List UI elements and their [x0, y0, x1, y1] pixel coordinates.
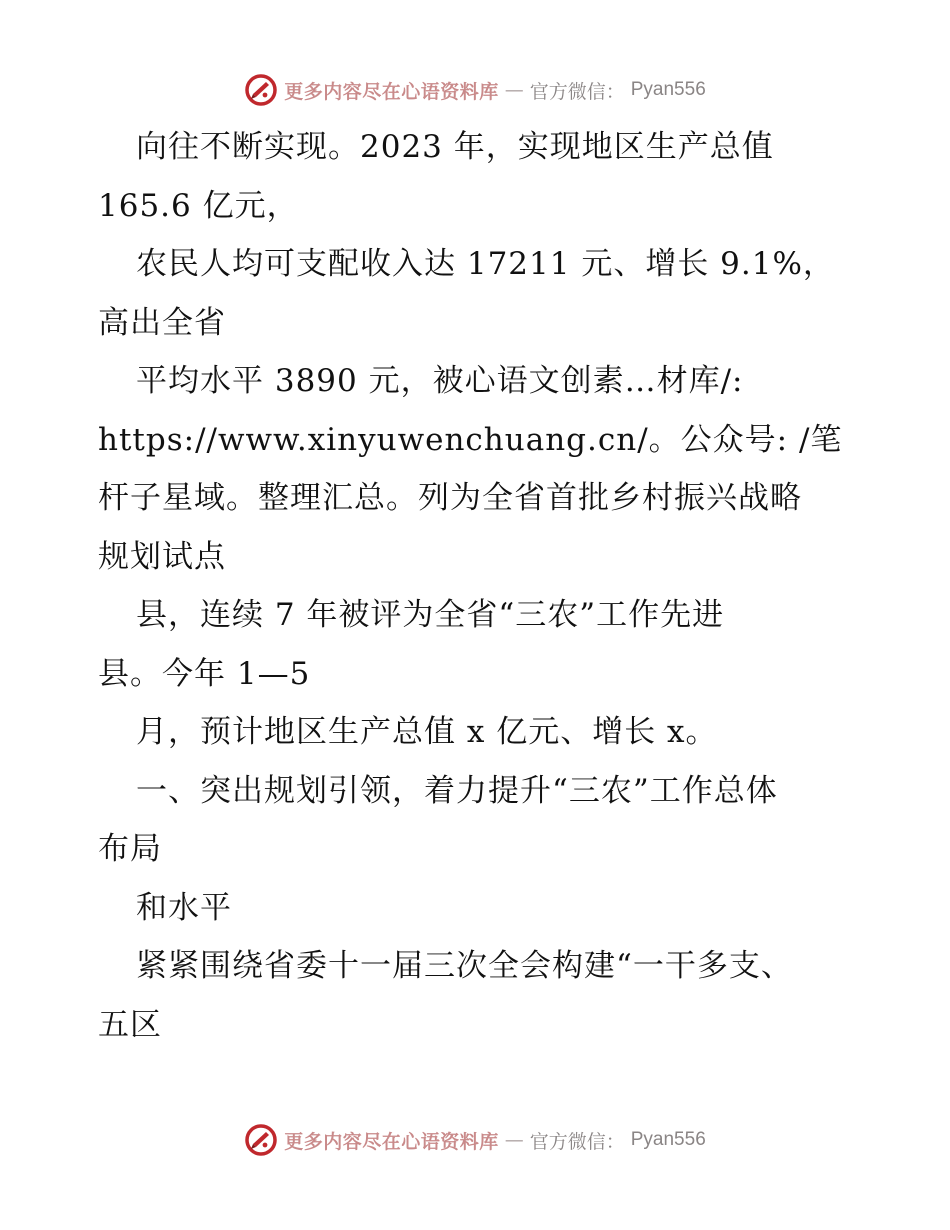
body-line: 高出全省	[98, 304, 226, 341]
body-line: https://www.xinyuwenchuang.cn/。公众号: /笔	[98, 421, 843, 458]
header-separator: —	[504, 79, 524, 101]
header-brand-text: 更多内容尽在心语资料库	[284, 80, 499, 103]
body-line: 向往不断实现。2023 年，实现地区生产总值	[136, 129, 774, 165]
footer-separator: —	[504, 1129, 524, 1151]
footer-brand-text: 更多内容尽在心语资料库	[284, 1130, 499, 1153]
body-line: 165.6 亿元，	[98, 187, 299, 224]
xinyu-logo-icon	[244, 73, 278, 107]
xinyu-logo-icon	[244, 1123, 278, 1157]
body-line: 紧紧围绕省委十一届三次全会构建“一干多支、	[136, 948, 793, 984]
footer-wechat-id: Pyan556	[630, 1129, 706, 1150]
section-heading: 一、突出规划引领，着力提升“三农”工作总体	[136, 772, 778, 809]
body-line: 平均水平 3890 元，被心语文创素…材库/:	[136, 363, 744, 399]
body-line: 农民人均可支配收入达 17211 元、增长 9.1%，	[136, 246, 835, 282]
body-line: 杆子星域。整理汇总。列为全省首批乡村振兴战略	[98, 480, 802, 516]
body-line: 五区	[98, 1006, 162, 1043]
body-line: 县，连续 7 年被评为全省“三农”工作先进	[136, 597, 725, 633]
header-wechat-id: Pyan556	[630, 79, 706, 100]
body-line: 月，预计地区生产总值 x 亿元、增长 x。	[136, 714, 718, 750]
header-banner	[0, 70, 950, 110]
body-line: 和水平	[136, 889, 232, 926]
footer-banner	[0, 1120, 950, 1160]
document-body	[98, 118, 858, 1054]
header-wechat-label: 官方微信：	[529, 80, 625, 103]
body-line: 县。今年 1—5	[98, 655, 311, 692]
body-line: 布局	[98, 831, 162, 867]
body-line: 规划试点	[98, 538, 226, 575]
footer-wechat-label: 官方微信：	[529, 1130, 625, 1153]
